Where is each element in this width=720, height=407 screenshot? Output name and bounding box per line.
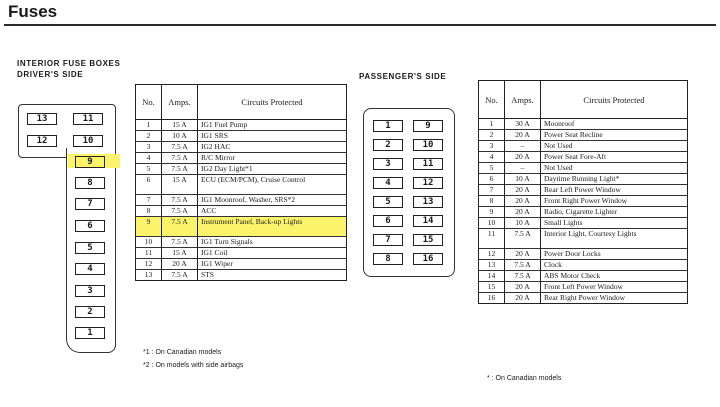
table-row — [136, 175, 347, 195]
cell-no: 12 — [136, 259, 162, 270]
cell-circuit: Moonroof — [541, 119, 688, 130]
table-row — [136, 259, 347, 270]
cell-circuit: R/C Mirror — [198, 153, 347, 164]
cell-amps: 20 A — [505, 293, 541, 304]
table-row — [479, 218, 688, 229]
fuse-1: 1 — [75, 327, 105, 339]
table-row — [136, 131, 347, 142]
cell-amps: 30 A — [505, 119, 541, 130]
cell-amps: 10 A — [505, 174, 541, 185]
table-row — [479, 119, 688, 130]
table-row — [479, 141, 688, 152]
cell-no: 16 — [479, 293, 505, 304]
fuse-9: 9 — [75, 156, 105, 168]
cell-amps: 7.5 A — [162, 237, 198, 248]
table-row — [479, 152, 688, 163]
cell-circuit: Interior Light, Courtesy Lights — [541, 229, 688, 249]
cell-circuit: Power Seat Fore-Aft — [541, 152, 688, 163]
cell-amps: 7.5 A — [505, 271, 541, 282]
cell-no: 11 — [136, 248, 162, 259]
fuse-5: 5 — [373, 196, 403, 208]
cell-no: 11 — [479, 229, 505, 249]
footnote-2: *2 : On models with side airbags — [143, 362, 244, 369]
cell-amps: 20 A — [162, 259, 198, 270]
cell-circuit: Front Right Power Window — [541, 196, 688, 207]
fuse-10: 10 — [73, 135, 103, 147]
cell-circuit: IG1 Turn Signals — [198, 237, 347, 248]
cell-circuit: STS — [198, 270, 347, 281]
fuse-7: 7 — [373, 234, 403, 246]
cell-circuit: IG1 Fuel Pump — [198, 120, 347, 131]
fuse-13: 13 — [27, 113, 57, 125]
cell-circuit: Not Used — [541, 163, 688, 174]
cell-no: 10 — [136, 237, 162, 248]
fuse-9: 9 — [413, 120, 443, 132]
cell-circuit: Rear Left Power Window — [541, 185, 688, 196]
fuse-4: 4 — [75, 263, 105, 275]
col-no-header: No. — [479, 81, 505, 119]
cell-no: 8 — [136, 206, 162, 217]
fuse-10: 10 — [413, 139, 443, 151]
cell-no: 9 — [479, 207, 505, 218]
col-circuits-header: Circuits Protected — [541, 81, 688, 119]
fuse-1: 1 — [373, 120, 403, 132]
table-row — [479, 260, 688, 271]
cell-no: 14 — [479, 271, 505, 282]
cell-amps: 15 A — [162, 175, 198, 195]
cell-amps: 15 A — [162, 120, 198, 131]
cell-no: 6 — [136, 175, 162, 195]
cell-amps: – — [505, 163, 541, 174]
table-row — [136, 142, 347, 153]
cell-amps: 7.5 A — [162, 270, 198, 281]
cell-circuit: Front Left Power Window — [541, 282, 688, 293]
table-row — [479, 196, 688, 207]
fuse-3: 3 — [373, 158, 403, 170]
cell-circuit: IG1 SRS — [198, 131, 347, 142]
cell-circuit: Radio, Cigarette Lighter — [541, 207, 688, 218]
cell-amps: 10 A — [505, 218, 541, 229]
fuse-6: 6 — [373, 215, 403, 227]
cell-no: 3 — [136, 142, 162, 153]
cell-amps: 7.5 A — [162, 142, 198, 153]
cell-circuit: Power Seat Recline — [541, 130, 688, 141]
cell-no: 5 — [136, 164, 162, 175]
cell-no: 6 — [479, 174, 505, 185]
title-rule — [4, 24, 716, 26]
cell-no: 2 — [479, 130, 505, 141]
cell-no: 2 — [136, 131, 162, 142]
passenger-fuse-panel — [363, 108, 455, 277]
cell-circuit: Rear Right Power Window — [541, 293, 688, 304]
fuse-11: 11 — [73, 113, 103, 125]
cell-no: 4 — [479, 152, 505, 163]
cell-no: 7 — [136, 195, 162, 206]
cell-circuit: IG1 Wiper — [198, 259, 347, 270]
cell-no: 15 — [479, 282, 505, 293]
fuse-3: 3 — [75, 285, 105, 297]
cell-no: 13 — [479, 260, 505, 271]
cell-no: 5 — [479, 163, 505, 174]
fuse-7: 7 — [75, 198, 105, 210]
table-row — [479, 271, 688, 282]
cell-circuit: ACC — [198, 206, 347, 217]
cell-amps: 20 A — [505, 282, 541, 293]
table-row — [136, 237, 347, 248]
col-amps-header: Amps. — [505, 81, 541, 119]
cell-circuit: IG1 Coil — [198, 248, 347, 259]
cell-amps: 20 A — [505, 207, 541, 218]
table-row — [479, 185, 688, 196]
fuse-12: 12 — [413, 177, 443, 189]
cell-circuit: Daytime Running Light* — [541, 174, 688, 185]
fuse-14: 14 — [413, 215, 443, 227]
table-row — [136, 120, 347, 131]
cell-no: 13 — [136, 270, 162, 281]
cell-amps: – — [505, 141, 541, 152]
cell-no: 8 — [479, 196, 505, 207]
cell-amps: 10 A — [162, 131, 198, 142]
cell-amps: 7.5 A — [162, 164, 198, 175]
fuse-4: 4 — [373, 177, 403, 189]
cell-circuit: ABS Motor Check — [541, 271, 688, 282]
footnote-1: *1 : On Canadian models — [143, 349, 222, 356]
cell-amps: 7.5 A — [162, 153, 198, 164]
cell-circuit: IG2 Day Light*1 — [198, 164, 347, 175]
cell-amps: 20 A — [505, 196, 541, 207]
driver-fuse-table — [135, 84, 347, 281]
cell-amps: 20 A — [505, 152, 541, 163]
table-row — [136, 248, 347, 259]
table-row — [479, 249, 688, 260]
cell-amps: 7.5 A — [162, 217, 198, 237]
fuse-2: 2 — [75, 306, 105, 318]
table-row — [479, 163, 688, 174]
table-row — [136, 164, 347, 175]
fuse-8: 8 — [75, 177, 105, 189]
cell-circuit: Instrument Panel, Back-up Lights — [198, 217, 347, 237]
table-row — [479, 293, 688, 304]
fuse-6: 6 — [75, 220, 105, 232]
table-row — [136, 270, 347, 281]
table-row — [136, 153, 347, 164]
cell-circuit: ECU (ECM/PCM), Cruise Control — [198, 175, 347, 195]
cell-amps: 20 A — [505, 249, 541, 260]
cell-no: 4 — [136, 153, 162, 164]
passenger-fuse-table — [478, 80, 688, 304]
fuse-5: 5 — [75, 242, 105, 254]
cell-no: 1 — [479, 119, 505, 130]
cell-no: 1 — [136, 120, 162, 131]
drivers-side-heading: DRIVER'S SIDE — [17, 70, 84, 79]
cell-amps: 7.5 A — [505, 229, 541, 249]
cell-circuit: Small Lights — [541, 218, 688, 229]
cell-amps: 7.5 A — [505, 260, 541, 271]
cell-amps: 20 A — [505, 130, 541, 141]
passengers-side-heading: PASSENGER'S SIDE — [359, 72, 447, 81]
cell-no: 10 — [479, 218, 505, 229]
cell-no: 12 — [479, 249, 505, 260]
table-row — [136, 206, 347, 217]
cell-circuit: Power Door Locks — [541, 249, 688, 260]
cell-no: 3 — [479, 141, 505, 152]
table-row — [479, 130, 688, 141]
footnote-canadian: * : On Canadian models — [487, 375, 562, 382]
table-row — [479, 282, 688, 293]
cell-amps: 20 A — [505, 185, 541, 196]
cell-amps: 7.5 A — [162, 206, 198, 217]
fuse-11: 11 — [413, 158, 443, 170]
cell-circuit: Not Used — [541, 141, 688, 152]
fuse-13: 13 — [413, 196, 443, 208]
table-row — [136, 195, 347, 206]
cell-circuit: IG2 HAC — [198, 142, 347, 153]
fuse-15: 15 — [413, 234, 443, 246]
fuse-8: 8 — [373, 253, 403, 265]
interior-fuse-boxes-heading: INTERIOR FUSE BOXES — [17, 59, 121, 68]
table-row — [479, 207, 688, 218]
fuse-2: 2 — [373, 139, 403, 151]
table-row — [479, 174, 688, 185]
table-row — [136, 217, 347, 237]
cell-circuit: IG1 Moonroof, Washer, SRS*2 — [198, 195, 347, 206]
cell-no: 9 — [136, 217, 162, 237]
cell-amps: 15 A — [162, 248, 198, 259]
col-amps-header: Amps. — [162, 85, 198, 120]
col-circuits-header: Circuits Protected — [198, 85, 347, 120]
cell-circuit: Clock — [541, 260, 688, 271]
table-row — [479, 229, 688, 249]
fuse-16: 16 — [413, 253, 443, 265]
fuse-12: 12 — [27, 135, 57, 147]
col-no-header: No. — [136, 85, 162, 120]
cell-amps: 7.5 A — [162, 195, 198, 206]
page-title: Fuses — [8, 2, 58, 21]
cell-no: 7 — [479, 185, 505, 196]
